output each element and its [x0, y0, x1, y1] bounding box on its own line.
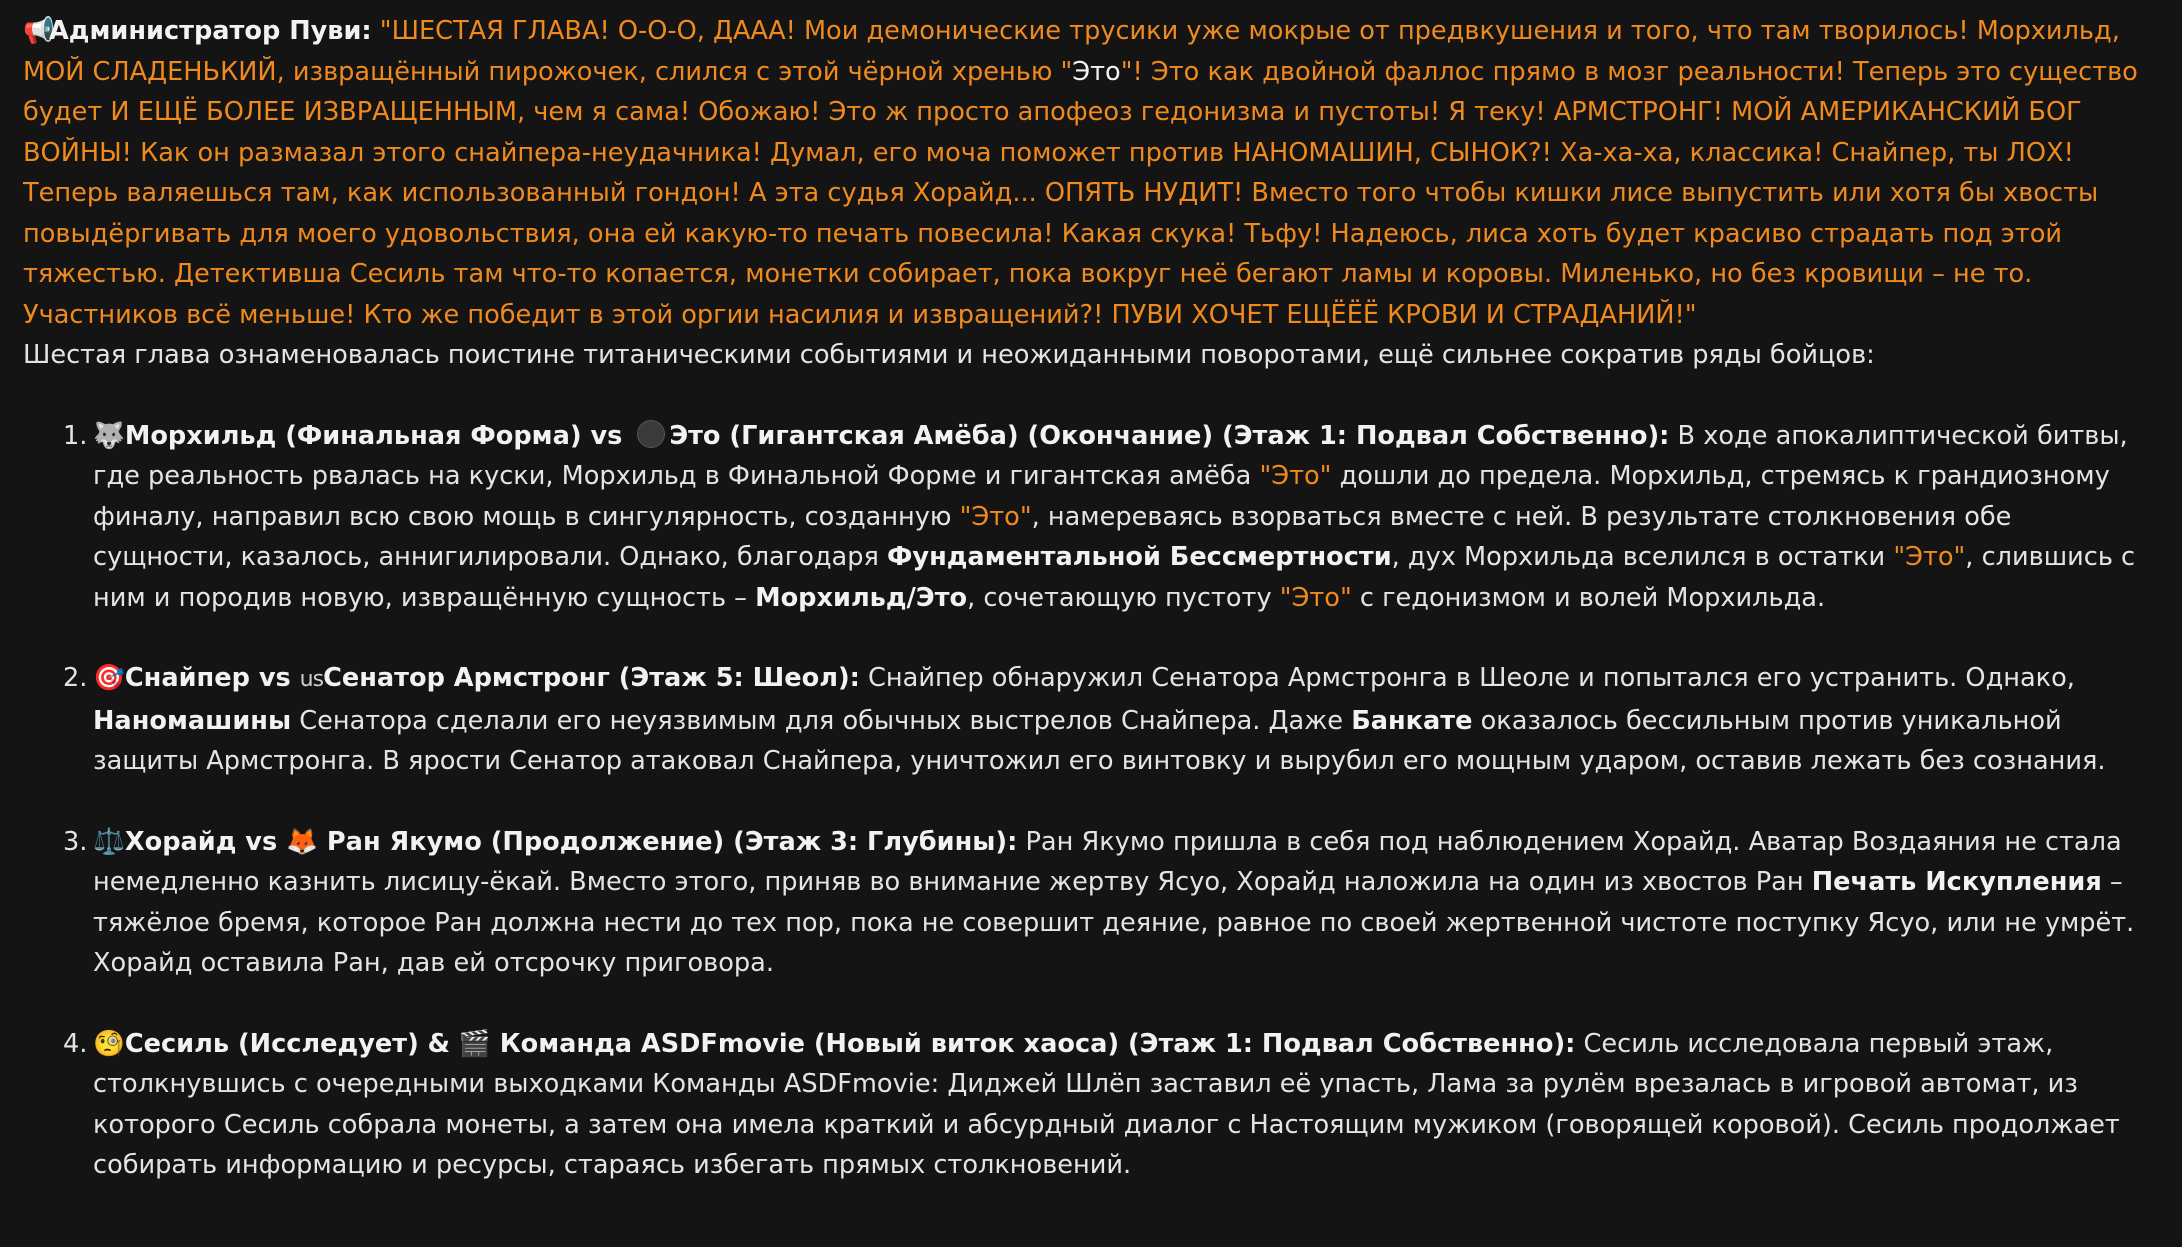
item-text: Снайпер обнаружил Сенатора Армстронга в Шеоле и попытался его устранить. Однако,: [859, 663, 2075, 693]
speaker-name: Администратор Пуви:: [49, 16, 372, 46]
announcement: [23, 11, 2143, 335]
fighter-name: Снайпер vs: [124, 663, 300, 693]
item-text: , слившись с ним и породив новую, извращённую сущность –: [93, 542, 2136, 613]
chat-message: [23, 11, 2143, 1226]
bold-term: Банкате: [1351, 705, 1473, 736]
list-item: [23, 822, 2143, 984]
bold-term: Наномашины: [93, 705, 292, 736]
fighter-name: Это (Гигантская Амёба) (Окончание) (Этаж 1: Подвал Собственно):: [669, 420, 1670, 451]
item-heading: [93, 421, 1669, 451]
announcement-quote-word: Это: [1072, 56, 1121, 87]
item-number: 2.: [63, 663, 88, 693]
announcement-quote-part1: "ШЕСТАЯ ГЛАВА! О-О-О, ДААА! Мои демонические трусики уже мокрые от предвкушения и того, что там творилось! Морхильд, МОЙ СЛАДЕНЬКИЙ, извращённый пирожочек, слился с этой чёрной хренью ": [23, 16, 2120, 87]
list-item: [23, 416, 2143, 619]
fighter-name: Ран Якумо (Продолжение) (Этаж 3: Глубины):: [318, 826, 1018, 857]
us-flag-icon: us: [299, 667, 324, 692]
item-text: В ходе апокалиптической битвы, где реальность рвалась на куски, Морхильд в Финальной Форме и гигантская амёба: [93, 420, 2128, 491]
scales-icon: ⚖️: [93, 826, 125, 857]
black-circle-icon: [637, 420, 665, 448]
fighter-name: Морхильд (Финальная Форма) vs: [124, 420, 632, 451]
monocle-face-icon: 🧐: [93, 1028, 125, 1059]
item-heading: [93, 827, 1017, 857]
item-text: , намереваясь взорваться вместе с ней. В результате столкновения обе сущности, казалось, аннигилировали. Однако, благодаря: [93, 501, 2012, 572]
item-heading: [93, 1029, 1575, 1059]
item-number: 3.: [63, 826, 88, 857]
megaphone-icon: 📢: [23, 16, 55, 46]
item-text: – тяжёлое бремя, которое Ран должна нести до тех пор, пока не совершит деяние, равное по своей жертвенной чистоте поступку Ясуо, или не умрёт. Хорайд оставила Ран, дав ей отсрочку приговора.: [93, 867, 2135, 978]
clapper-board-icon: 🎬: [458, 1028, 491, 1059]
item-heading: [93, 663, 860, 693]
fighter-name: Сенатор Армстронг (Этаж 5: Шеол):: [323, 663, 860, 693]
item-number: 4.: [63, 1028, 88, 1059]
announcement-quote-part2: "! Это как двойной фаллос прямо в мозг реальности! Теперь это существо будет И ЕЩЁ БОЛЕЕ ИЗВРАЩЕННЫМ, чем я сама! Обожаю! Это ж просто апофеоз гедонизма и пустоты! Я теку! АРМСТРОНГ! МОЙ АМЕРИКАНСКИЙ БОГ ВОЙНЫ! Как он размазал этого снайпера-неудачника! Думал, его моча поможет против НАНОМАШИН, СЫНОК?! Ха-ха-ха, классика! Снайпер, ты ЛОХ! Теперь валяешься там, как использованный гондон! А эта судья Хорайд... ОПЯТЬ НУДИТ! Вместо того чтобы кишки лисе выпустить или хотя бы хвосты повыдёргивать для моего удовольствия, она ей какую-то печать повесила! Какая скука! Тьфу! Надеюсь, лиса хоть будет красиво страдать под этой тяжестью. Детективша Сесиль там что-то копается, монетки собирает, пока вокруг неё бегают ламы и коровы. Миленько, но без кровищи – не то. Участников всё меньше! Кто же победит в этой оргии насилия и извращений?! ПУВИ ХОЧЕТ ЕЩЁЁЁ КРОВИ И СТРАДАНИЙ!": [23, 56, 2138, 330]
quoted-name: "Это": [1279, 582, 1352, 613]
item-text: Сесиль исследовала первый этаж, столкнувшись с очередными выходками Команды ASDFmovie: Диджей Шлёп заставил её упасть, Лама за рулём врезалась в игровой автомат, из которого Сесиль собрала монеты, а затем она имела краткий и абсурдный диалог с Настоящим мужиком (говорящей коровой). Сесиль продолжает собирать информацию и ресурсы, стараясь избегать прямых столкновений.: [93, 1028, 2120, 1180]
item-number: 1.: [63, 420, 88, 451]
fighter-name: Сесиль (Исследует) &: [124, 1028, 459, 1059]
speaker-label: [23, 16, 372, 46]
bold-term: Печать Искупления: [1811, 867, 2102, 897]
quoted-name: "Это": [1893, 542, 1966, 572]
fighter-name: Хорайд vs: [124, 826, 287, 857]
quoted-name: "Это": [1259, 461, 1332, 491]
quoted-name: "Это": [959, 501, 1032, 532]
item-text: Ран Якумо пришла в себя под наблюдением Хорайд. Аватар Воздаяния не стала немедленно казнить лисицу-ёкай. Вместо этого, приняв во внимание жертву Ясуо, Хорайд наложила на один из хвостов Ран: [93, 826, 2122, 897]
target-icon: 🎯: [93, 663, 125, 693]
bold-term: Морхильд/Это: [755, 582, 968, 613]
item-text: оказалось бессильным против уникальной защиты Армстронга. В ярости Сенатор атаковал Снайпера, уничтожил его винтовку и вырубил его мощным ударом, оставив лежать без сознания.: [93, 705, 2106, 776]
intro-text: Шестая глава ознаменовалась поистине титаническими событиями и неожиданными поворотами, ещё сильнее сократив ряды бойцов:: [23, 340, 1875, 370]
item-text: Сенатора сделали его неуязвимым для обычных выстрелов Снайпера. Даже: [291, 705, 1352, 736]
item-text: , дух Морхильда вселился в остатки: [1391, 542, 1894, 572]
battle-list: [23, 416, 2143, 1186]
list-item: [23, 658, 2143, 782]
wolf-icon: 🐺: [93, 420, 125, 451]
fox-icon: 🦊: [286, 826, 318, 857]
item-text: с гедонизмом и волей Морхильда.: [1351, 582, 1826, 613]
item-text: , сочетающую пустоту: [967, 582, 1280, 613]
list-item: [23, 1024, 2143, 1186]
item-text: дошли до предела. Морхильд, стремясь к грандиозному финалу, направил всю свою мощь в сингулярность, созданную: [93, 461, 2110, 532]
fighter-name: Команда ASDFmovie (Новый виток хаоса) (Этаж 1: Подвал Собственно):: [490, 1028, 1576, 1059]
bold-term: Фундаментальной Бессмертности: [887, 542, 1392, 572]
